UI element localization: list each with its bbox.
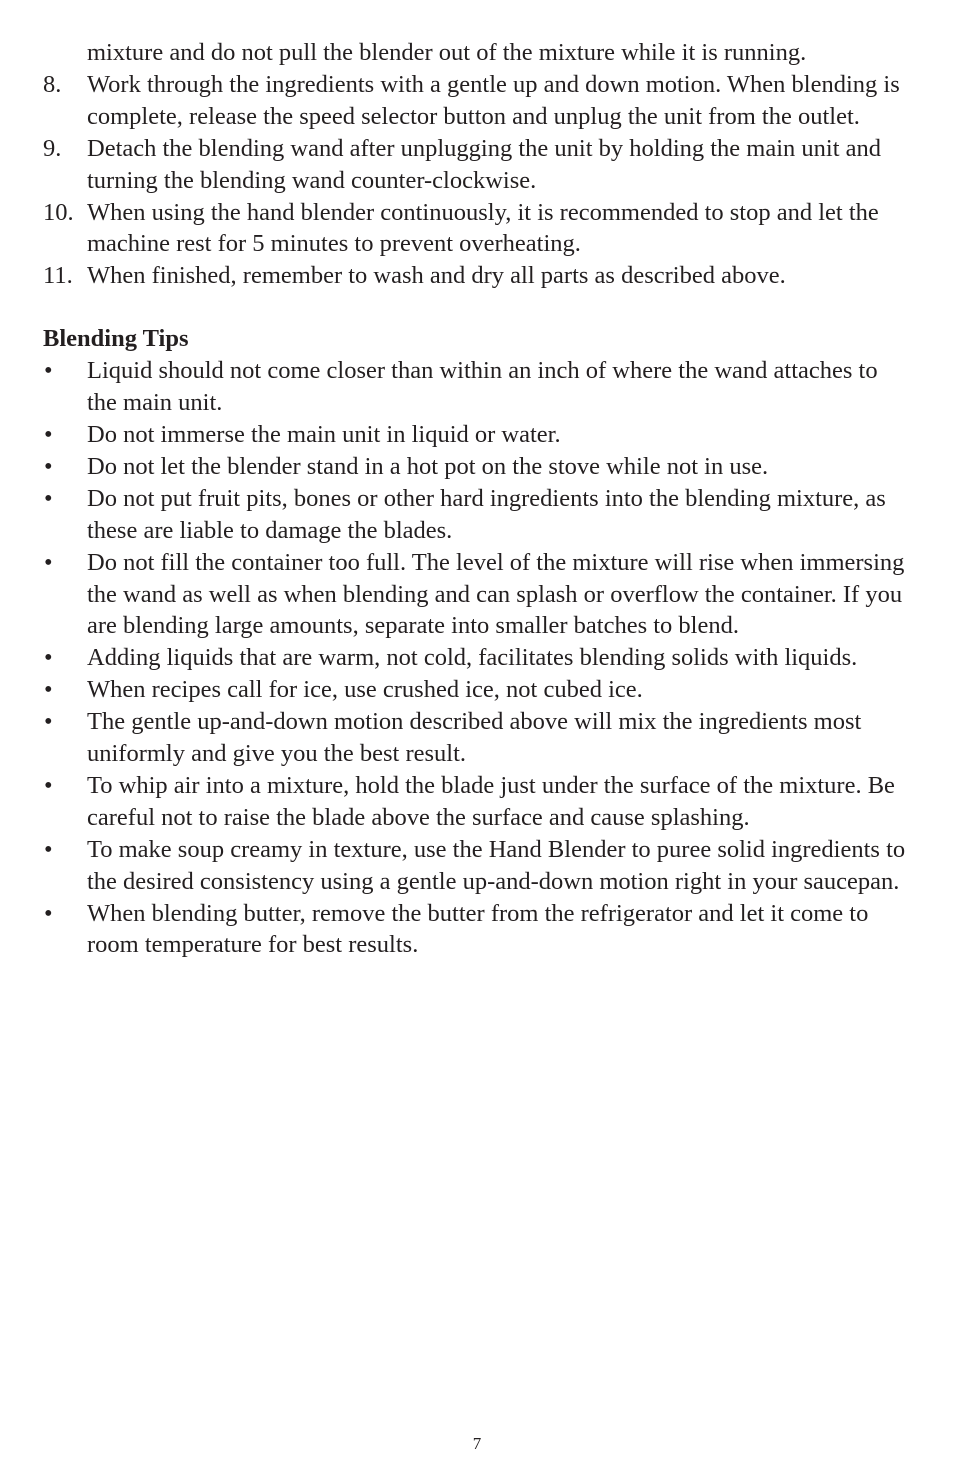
tip-text: Do not put fruit pits, bones or other hard ingredients into the blending mixture, as these are liable to damage the blades. — [87, 484, 886, 544]
tip-item — [43, 674, 909, 706]
tip-item — [43, 642, 909, 674]
bullet: • — [44, 899, 53, 927]
step-text: When using the hand blender continuously, it is recommended to stop and let the machine rest for 5 minutes to prevent overheating. — [87, 198, 879, 258]
step-item — [43, 260, 909, 292]
tip-text: Liquid should not come closer than within an inch of where the wand attaches to the main unit. — [87, 357, 878, 417]
tip-item — [43, 898, 909, 962]
step-number: 10. — [43, 198, 74, 226]
numbered-steps-list — [43, 69, 909, 292]
step-text: Work through the ingredients with a gentle up and down motion. When blending is complete, release the speed selector button and unplug the unit from the outlet. — [87, 70, 900, 130]
bullet: • — [44, 644, 53, 672]
tip-text: Adding liquids that are warm, not cold, facilitates blending solids with liquids. — [87, 644, 858, 672]
tip-text: When recipes call for ice, use crushed ice, not cubed ice. — [87, 676, 643, 704]
tip-item — [43, 834, 909, 898]
bullet: • — [44, 676, 53, 704]
tip-item — [43, 355, 909, 419]
tip-text: To make soup creamy in texture, use the Hand Blender to puree solid ingredients to the desired consistency using a gentle up-and-down motion right in your saucepan. — [87, 835, 906, 895]
continued-step-text: mixture and do not pull the blender out of the mixture while it is running. — [87, 39, 807, 66]
bullet: • — [44, 708, 53, 736]
step-item — [43, 133, 909, 197]
bullet: • — [44, 357, 53, 385]
bullet: • — [44, 452, 53, 480]
step-item — [43, 69, 909, 133]
tip-item — [43, 419, 909, 451]
tip-item — [43, 483, 909, 547]
step-number: 11. — [43, 262, 73, 290]
tip-text: Do not fill the container too full. The level of the mixture will rise when immersing the wand as well as when blending and can splash or overflow the container. If you are blending large amounts, separate into smaller batches to blend. — [87, 548, 905, 640]
tip-item — [43, 706, 909, 770]
document-page — [43, 37, 909, 961]
tip-text: To whip air into a mixture, hold the blade just under the surface of the mixture. Be careful not to raise the blade above the surface and cause splashing. — [87, 771, 895, 831]
step-number: 8. — [43, 70, 62, 98]
blending-tips-list — [43, 355, 909, 961]
bullet: • — [44, 484, 53, 512]
bullet: • — [44, 420, 53, 448]
page-number: 7 — [472, 1434, 482, 1453]
tip-text: When blending butter, remove the butter from the refrigerator and let it come to room temperature for best results. — [87, 899, 869, 959]
step-text: Detach the blending wand after unplugging the unit by holding the main unit and turning the blending wand counter-clockwise. — [87, 134, 882, 194]
tip-item — [43, 547, 909, 643]
step-text: When finished, remember to wash and dry all parts as described above. — [87, 262, 786, 290]
step-item — [43, 197, 909, 261]
bullet: • — [44, 548, 53, 576]
tip-item — [43, 451, 909, 483]
section-heading-blending-tips: Blending Tips — [43, 325, 189, 353]
tip-item — [43, 770, 909, 834]
bullet: • — [44, 771, 53, 799]
step-number: 9. — [43, 134, 62, 162]
tip-text: Do not immerse the main unit in liquid or water. — [87, 420, 561, 448]
tip-text: The gentle up-and-down motion described above will mix the ingredients most uniformly and give you the best result. — [87, 708, 862, 768]
bullet: • — [44, 835, 53, 863]
tip-text: Do not let the blender stand in a hot pot on the stove while not in use. — [87, 452, 769, 480]
